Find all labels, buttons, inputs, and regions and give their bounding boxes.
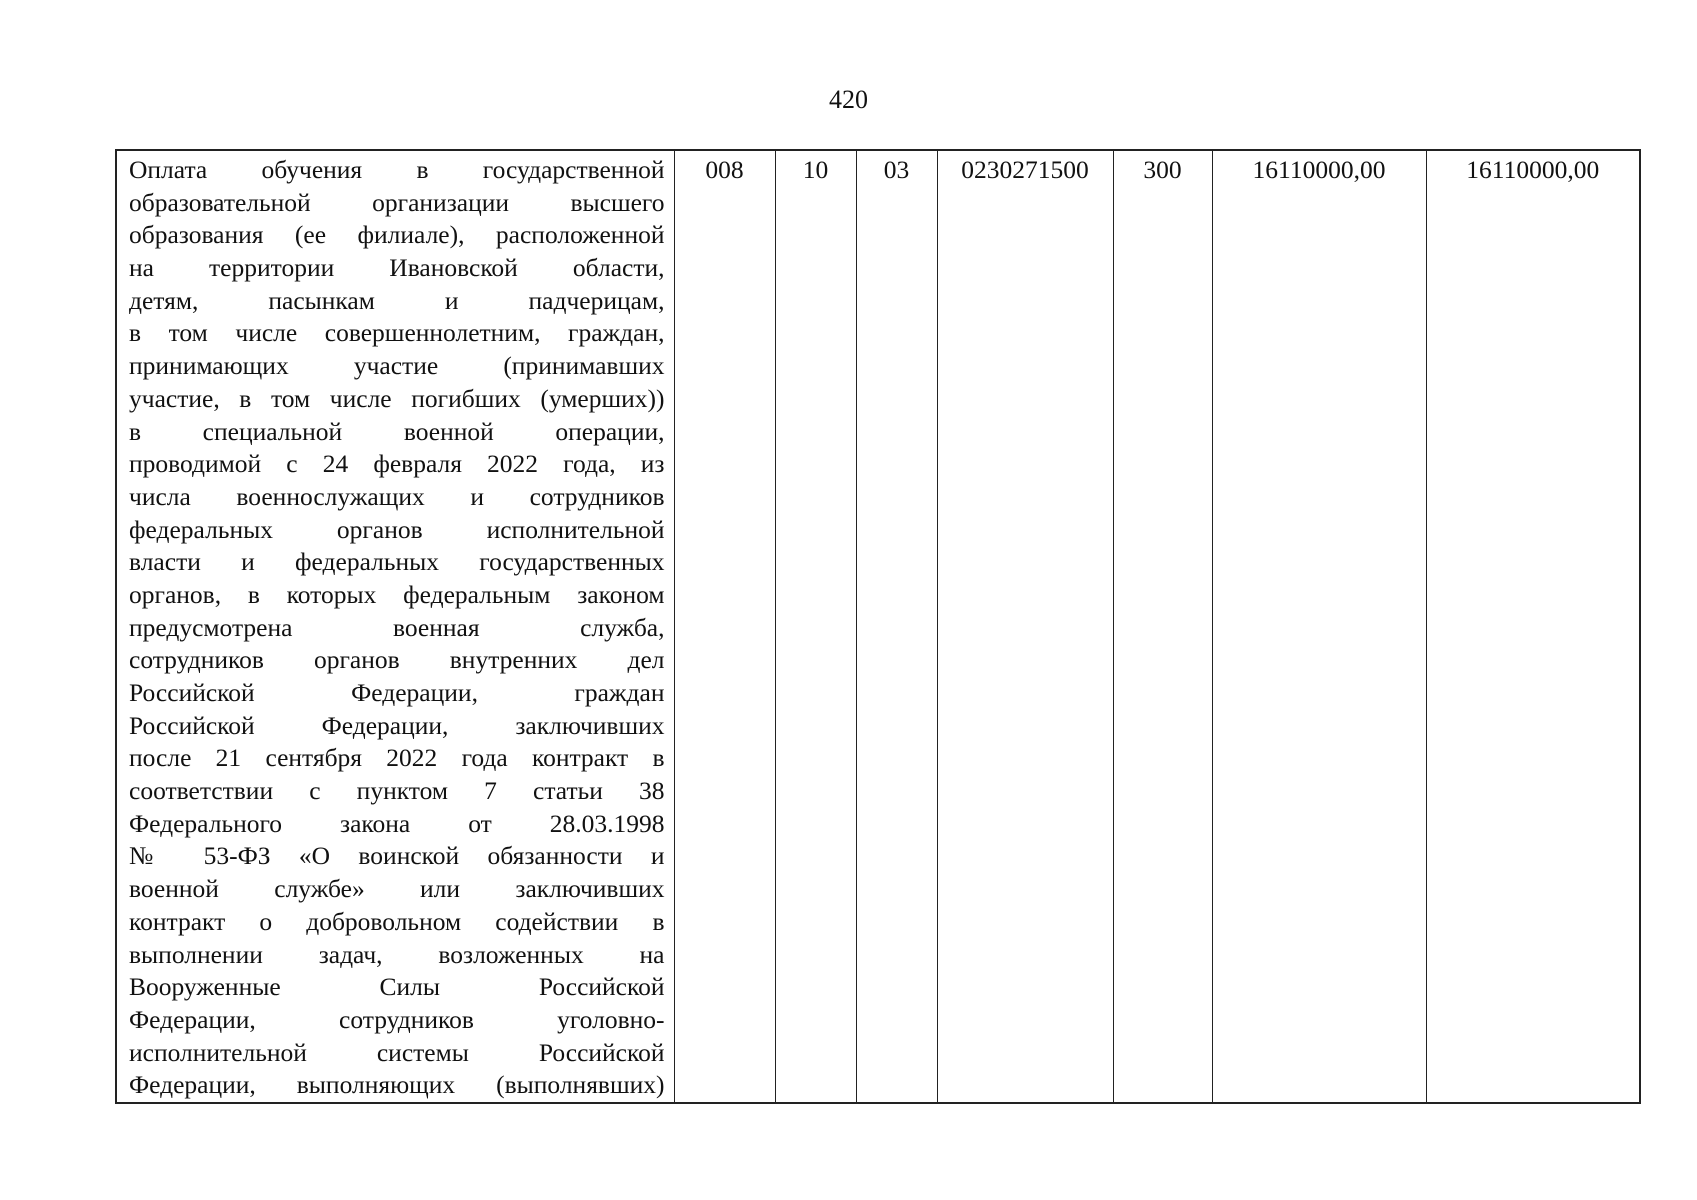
expense-type-cell: 300 (1113, 150, 1212, 1103)
description-line: Российской Федерации, граждан (129, 678, 665, 707)
description-line: органов, в которых федеральным законом (129, 579, 665, 609)
description-line: Федерации, выполняющих (выполнявших) (129, 1070, 665, 1100)
description-line: Вооруженные Силы Российской (129, 972, 665, 1002)
description-line: исполнительной системы Российской (129, 1037, 665, 1067)
description-line: № 53-ФЗ «О воинской обязанности и (129, 841, 665, 871)
description-cell (116, 150, 674, 1103)
description-line: принимающих участие (принимавших (129, 351, 665, 381)
page-number: 420 (829, 85, 868, 114)
description-line: Российской Федерации, заключивших (129, 710, 665, 740)
section-code-cell: 10 (775, 150, 856, 1103)
description-line: Оплата обучения в государственной (129, 155, 665, 184)
description-line: детям, пасынкам и падчерицам, (129, 285, 665, 315)
description-line: в специальной военной операции, (129, 416, 665, 446)
amount-year-1-cell: 16110000,00 (1212, 150, 1426, 1103)
description-line: военной службе» или заключивших (129, 874, 665, 904)
description-line: федеральных органов исполнительной (129, 514, 665, 544)
description-line: Федерации, сотрудников уголовно- (129, 1004, 665, 1034)
description-line: на территории Ивановской области, (129, 253, 665, 283)
ministry-code-cell: 008 (674, 150, 775, 1103)
target-article-cell: 0230271500 (937, 150, 1113, 1103)
description-line: проводимой с 24 февраля 2022 года, из (129, 449, 665, 479)
description-text (129, 154, 665, 1102)
description-line: соответствии с пунктом 7 статьи 38 (129, 776, 665, 806)
description-line: выполнении задач, возложенных на (129, 939, 665, 969)
description-line: после 21 сентября 2022 года контракт в (129, 743, 665, 773)
description-line: в том числе совершеннолетним, граждан, (129, 318, 665, 348)
description-line: контракт о добровольном содействии в (129, 906, 665, 936)
description-line: Федерального закона от 28.03.1998 (129, 808, 665, 838)
description-line: сотрудников органов внутренних дел (129, 645, 665, 675)
budget-table (115, 149, 1641, 1104)
description-line: участие, в том числе погибших (умерших)) (129, 383, 665, 413)
description-line: образования (ее филиале), расположенной (129, 220, 665, 250)
amount-year-2-cell: 16110000,00 (1426, 150, 1640, 1103)
description-line: предусмотрена военная служба, (129, 612, 665, 642)
description-line: образовательной организации высшего (129, 187, 665, 217)
subsection-code-cell: 03 (856, 150, 937, 1103)
description-line: власти и федеральных государственных (129, 547, 665, 577)
description-line: числа военнослужащих и сотрудников (129, 481, 665, 511)
table-row (116, 150, 1640, 1103)
